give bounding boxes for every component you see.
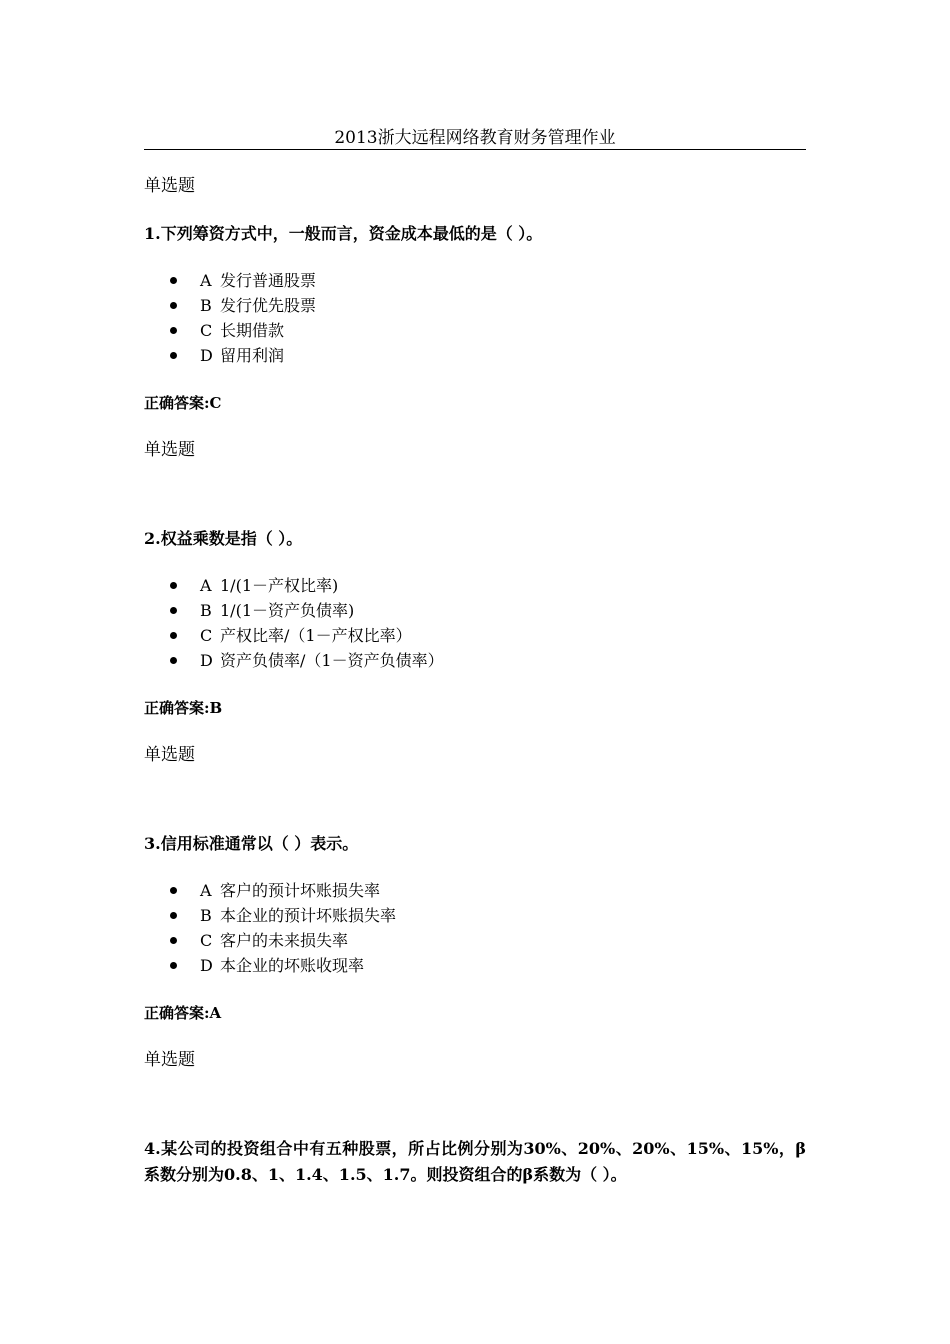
option-text: 资产负债率/（1－资产负债率） bbox=[220, 651, 444, 670]
question-1-text: 1.下列筹资方式中，一般而言，资金成本最低的是（ ）。 bbox=[144, 224, 543, 243]
bullet-icon bbox=[170, 657, 177, 664]
question-1-options bbox=[170, 268, 316, 368]
bullet-icon bbox=[170, 887, 177, 894]
option-item bbox=[170, 648, 444, 673]
option-item bbox=[170, 903, 396, 928]
option-key: D bbox=[200, 956, 213, 975]
question-2-answer: 正确答案:B bbox=[144, 699, 223, 717]
option-text: 1/(1－资产负债率) bbox=[220, 601, 355, 620]
bullet-icon bbox=[170, 632, 177, 639]
option-text: 客户的预计坏账损失率 bbox=[220, 881, 381, 900]
option-item bbox=[170, 573, 444, 598]
question-3-text: 3.信用标准通常以（ ）表示。 bbox=[144, 834, 359, 853]
bullet-icon bbox=[170, 962, 177, 969]
option-text: 产权比率/（1－产权比率） bbox=[220, 626, 412, 645]
question-1-type: 单选题 bbox=[144, 176, 195, 196]
question-4-type: 单选题 bbox=[144, 1050, 195, 1070]
option-item bbox=[170, 293, 316, 318]
bullet-icon bbox=[170, 582, 177, 589]
bullet-icon bbox=[170, 327, 177, 334]
option-item bbox=[170, 343, 316, 368]
option-item bbox=[170, 318, 316, 343]
option-key: B bbox=[200, 601, 212, 620]
option-text: 本企业的坏账收现率 bbox=[220, 956, 365, 975]
page-header-title: 2013浙大远程网络教育财务管理作业 bbox=[334, 128, 616, 148]
option-item bbox=[170, 268, 316, 293]
option-key: A bbox=[200, 271, 212, 290]
question-3-answer: 正确答案:A bbox=[144, 1004, 222, 1022]
question-3-type: 单选题 bbox=[144, 745, 195, 765]
question-2-text: 2.权益乘数是指（ ）。 bbox=[144, 529, 303, 548]
question-3-options bbox=[170, 878, 396, 978]
option-text: 长期借款 bbox=[220, 321, 285, 340]
header-divider bbox=[144, 149, 806, 150]
bullet-icon bbox=[170, 937, 177, 944]
question-2-type: 单选题 bbox=[144, 440, 195, 460]
option-item bbox=[170, 878, 396, 903]
option-key: A bbox=[200, 881, 212, 900]
option-text: 1/(1－产权比率) bbox=[220, 576, 339, 595]
option-text: 发行优先股票 bbox=[220, 296, 317, 315]
question-1-answer: 正确答案:C bbox=[144, 394, 222, 412]
option-key: B bbox=[200, 296, 212, 315]
option-key: A bbox=[200, 576, 212, 595]
option-item bbox=[170, 598, 444, 623]
question-2-options bbox=[170, 573, 444, 673]
bullet-icon bbox=[170, 302, 177, 309]
option-item bbox=[170, 623, 444, 648]
option-key: C bbox=[200, 626, 213, 645]
option-key: C bbox=[200, 321, 213, 340]
option-key: B bbox=[200, 906, 212, 925]
question-4-text: 4.某公司的投资组合中有五种股票，所占比例分别为30%、20%、20%、15%、15%，β系数分别为0.8、1、1.4、1.5、1.7。则投资组合的β系数为（ ）。 bbox=[144, 1139, 806, 1184]
option-key: D bbox=[200, 651, 213, 670]
option-item bbox=[170, 928, 396, 953]
bullet-icon bbox=[170, 607, 177, 614]
option-text: 发行普通股票 bbox=[220, 271, 317, 290]
option-text: 本企业的预计坏账损失率 bbox=[220, 906, 397, 925]
option-text: 客户的未来损失率 bbox=[220, 931, 349, 950]
option-text: 留用利润 bbox=[220, 346, 285, 365]
option-key: C bbox=[200, 931, 213, 950]
bullet-icon bbox=[170, 352, 177, 359]
bullet-icon bbox=[170, 277, 177, 284]
bullet-icon bbox=[170, 912, 177, 919]
option-item bbox=[170, 953, 396, 978]
option-key: D bbox=[200, 346, 213, 365]
